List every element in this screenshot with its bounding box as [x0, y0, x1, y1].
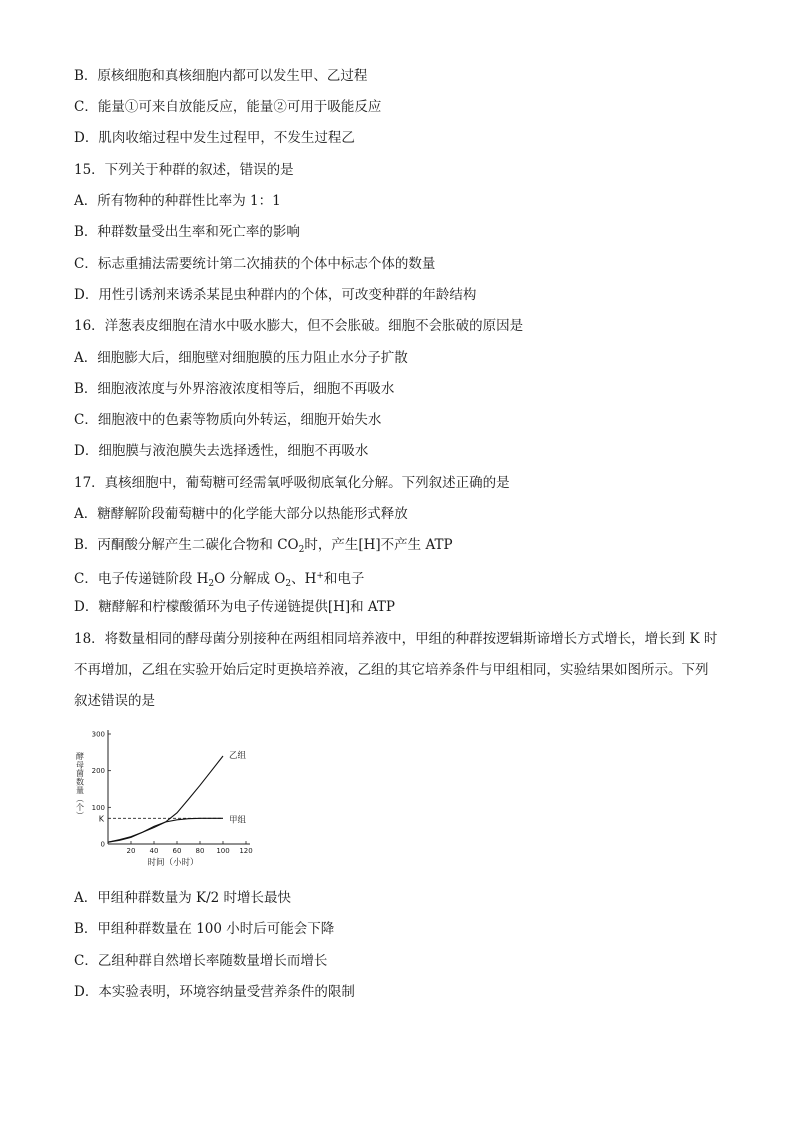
x-tick-label: 60: [172, 847, 182, 855]
y-tick-label: 0: [100, 840, 105, 849]
q16-option-a: A．细胞膨大后，细胞壁对细胞膜的压力阻止水分子扩散: [74, 350, 408, 366]
q17-stem: 17．真核细胞中，葡萄糖可经需氧呼吸彻底氧化分解。下列叙述正确的是: [74, 475, 510, 491]
y-tick-label: 200: [91, 767, 105, 776]
q17-option-b: B．丙酮酸分解产生二碳化合物和 $CO_2$时，产生[H]不产生 ATP: [74, 537, 453, 555]
q18-option-a: A．甲组种群数量为 K/2 时增长最快: [74, 890, 292, 906]
q15-option-d: D．用性引诱剂来诱杀某昆虫种群内的个体，可改变种群的年龄结构: [74, 287, 477, 303]
y-axis-title: 酵母菌数量（个）: [75, 752, 85, 820]
q16-option-b: B．细胞液浓度与外界溶液浓度相等后，细胞不再吸水: [74, 381, 395, 397]
q18-stem-line1: 18．将数量相同的酵母菌分别接种在两组相同培养液中，甲组的种群按逻辑斯谛增长方式增长，增长到 K 时: [74, 631, 718, 647]
yeast-growth-chart: [70, 722, 270, 877]
chart-axes: [108, 730, 250, 844]
x-tick-label: 100: [216, 847, 230, 855]
q17-option-a: A．糖酵解阶段葡萄糖中的化学能大部分以热能形式释放: [74, 506, 408, 522]
chart-ticks: [92, 731, 253, 856]
x-tick-label: 80: [195, 847, 205, 855]
q15-option-c: C．标志重捕法需要统计第二次捕获的个体中标志个体的数量: [74, 256, 436, 272]
q15-option-b: B．种群数量受出生率和死亡率的影响: [74, 224, 300, 240]
q14-option-d: D．肌肉收缩过程中发生过程甲，不发生过程乙: [74, 130, 355, 146]
q16-option-c: C．细胞液中的色素等物质向外转运，细胞开始失水: [74, 412, 382, 428]
q18-stem-line3: 叙述错误的是: [74, 693, 155, 709]
q14-option-c: C．能量①可来自放能反应，能量②可用于吸能反应: [74, 99, 382, 115]
x-axis-title: 时间（小时）: [147, 858, 199, 868]
series-label-yi: 乙组: [229, 751, 247, 761]
x-tick-label: 120: [239, 847, 253, 855]
q18-stem-line2: 不再增加，乙组在实验开始后定时更换培养液，乙组的其它培养条件与甲组相同，实验结果如图所示。下列: [74, 662, 709, 678]
chart-series: [108, 756, 223, 842]
x-tick-label: 20: [126, 847, 136, 855]
q16-option-d: D．细胞膜与液泡膜失去选择透性，细胞不再吸水: [74, 443, 369, 459]
q18-option-c: C．乙组种群自然增长率随数量增长而增长: [74, 953, 328, 969]
q17-option-c: C．电子传递链阶段 $H_2O$ 分解成 $O_2$、H+和电子: [74, 571, 365, 589]
q17-option-d: D．糖酵解和柠檬酸循环为电子传递链提供[H]和 ATP: [74, 599, 396, 615]
x-tick-label: 40: [149, 847, 159, 855]
series-label-jia: 甲组: [229, 815, 247, 826]
q15-stem: 15．下列关于种群的叙述，错误的是: [74, 162, 294, 178]
series-line-yi: [108, 756, 223, 842]
k-label: K: [98, 814, 104, 824]
q18-option-d: D．本实验表明，环境容纳量受营养条件的限制: [74, 984, 355, 1000]
q16-stem: 16．洋葱表皮细胞在清水中吸水膨大，但不会胀破。细胞不会胀破的原因是: [74, 318, 524, 334]
series-line-jia: [108, 818, 223, 842]
y-tick-label: 100: [91, 803, 105, 812]
y-tick-label: 300: [91, 730, 105, 739]
q18-option-b: B．甲组种群数量在 100 小时后可能会下降: [74, 921, 335, 937]
q14-option-b: B．原核细胞和真核细胞内都可以发生甲、乙过程: [74, 68, 368, 84]
q15-option-a: A．所有物种的种群性比率为 1：1: [74, 193, 281, 209]
